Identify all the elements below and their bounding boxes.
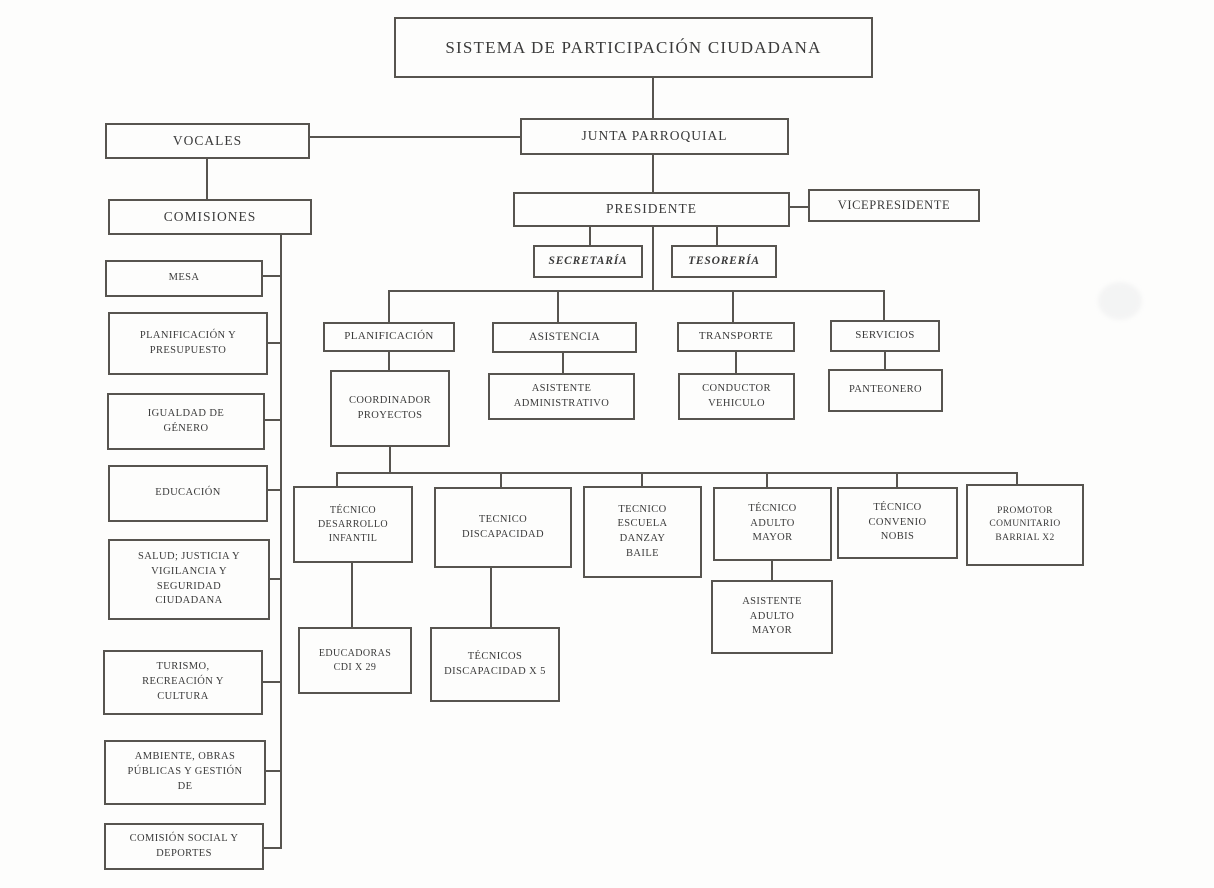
connector-vocales-junta xyxy=(310,136,520,138)
node-tecnico-desarrollo-infantil: TÉCNICO DESARROLLO INFANTIL xyxy=(293,486,413,563)
scan-smudge xyxy=(1098,282,1142,320)
node-comisiones: COMISIONES xyxy=(108,199,312,235)
node-comision-social-deportes: COMISIÓN SOCIAL Y DEPORTES xyxy=(104,823,264,870)
node-educadoras-cdi: EDUCADORAS CDI X 29 xyxy=(298,627,412,694)
node-tecnico-escuela-danza-baile: TECNICO ESCUELA DANZAY BAILE xyxy=(583,486,702,578)
node-planificacion: PLANIFICACIÓN xyxy=(323,322,455,352)
drop-asistencia xyxy=(557,290,559,322)
node-comision-educacion: EDUCACIÓN xyxy=(108,465,268,522)
node-promotor-comunitario-barrial: PROMOTOR COMUNITARIO BARRIAL X2 xyxy=(966,484,1084,566)
node-servicios: SERVICIOS xyxy=(830,320,940,352)
drop-tecnico-discapacidad xyxy=(500,472,502,487)
node-comision-turismo: TURISMO, RECREACIÓN Y CULTURA xyxy=(103,650,263,715)
node-junta-parroquial: JUNTA PARROQUIAL xyxy=(520,118,789,155)
drop-tecnico-infantil xyxy=(336,472,338,486)
connector-presidente-tesoreria xyxy=(716,227,718,245)
connector-social xyxy=(264,847,280,849)
node-asistente-adulto-mayor: ASISTENTE ADULTO MAYOR xyxy=(711,580,833,654)
connector-vocales-comisiones xyxy=(206,159,208,199)
drop-transporte xyxy=(732,290,734,322)
node-comision-igualdad-genero: IGUALDAD DE GÉNERO xyxy=(107,393,265,450)
comisiones-spine xyxy=(280,235,282,849)
node-comision-ambiente: AMBIENTE, OBRAS PÚBLICAS Y GESTIÓN DE xyxy=(104,740,266,805)
node-presidente: PRESIDENTE xyxy=(513,192,790,227)
connector-turismo xyxy=(263,681,280,683)
node-asistente-administrativo: ASISTENTE ADMINISTRATIVO xyxy=(488,373,635,420)
connector-salud xyxy=(270,578,280,580)
connector-presidente-secretaria xyxy=(589,227,591,245)
node-conductor-vehiculo: CONDUCTOR VEHICULO xyxy=(678,373,795,420)
node-comision-mesa: MESA xyxy=(105,260,263,297)
connector-coordinador-bus2 xyxy=(389,447,391,472)
drop-planificacion xyxy=(388,290,390,322)
connector-mesa xyxy=(263,275,280,277)
connector-ambiente xyxy=(266,770,280,772)
connector-planificacion-coordinador xyxy=(388,352,390,370)
bus1-line xyxy=(388,290,885,292)
connector-discapacidad-tecnicos5 xyxy=(490,568,492,627)
node-comision-salud-justicia: SALUD; JUSTICIA Y VIGILANCIA Y SEGURIDAD CIUDADANA xyxy=(108,539,270,620)
node-tecnico-discapacidad: TECNICO DISCAPACIDAD xyxy=(434,487,572,568)
connector-presidente-vicepresidente xyxy=(790,206,808,208)
node-vocales: VOCALES xyxy=(105,123,310,159)
drop-promotor xyxy=(1016,472,1018,484)
connector-adulto-asistente xyxy=(771,561,773,580)
node-tecnicos-discapacidad-x5: TÉCNICOS DISCAPACIDAD X 5 xyxy=(430,627,560,702)
connector-junta-presidente xyxy=(652,155,654,192)
node-asistencia: ASISTENCIA xyxy=(492,322,637,353)
connector-igualdad xyxy=(265,419,280,421)
connector-presidente-bus1 xyxy=(652,227,654,290)
connector-planificacion-presupuesto xyxy=(268,342,280,344)
connector-infantil-educadoras xyxy=(351,563,353,627)
drop-tecnico-adulto xyxy=(766,472,768,487)
node-tesoreria: TESORERÍA xyxy=(671,245,777,278)
node-vicepresidente: VICEPRESIDENTE xyxy=(808,189,980,222)
connector-educacion xyxy=(268,489,280,491)
node-title: SISTEMA DE PARTICIPACIÓN CIUDADANA xyxy=(394,17,873,78)
connector-servicios-panteonero xyxy=(884,352,886,369)
drop-tecnico-danza xyxy=(641,472,643,486)
node-comision-planificacion-presupuesto: PLANIFICACIÓN Y PRESUPUESTO xyxy=(108,312,268,375)
drop-tecnico-nobis xyxy=(896,472,898,487)
node-tecnico-adulto-mayor: TÉCNICO ADULTO MAYOR xyxy=(713,487,832,561)
node-coordinador-proyectos: COORDINADOR PROYECTOS xyxy=(330,370,450,447)
connector-asistencia-asistente xyxy=(562,353,564,373)
bus2-line xyxy=(336,472,1018,474)
node-panteonero: PANTEONERO xyxy=(828,369,943,412)
connector-transporte-conductor xyxy=(735,352,737,373)
node-secretaria: SECRETARÍA xyxy=(533,245,643,278)
node-transporte: TRANSPORTE xyxy=(677,322,795,352)
drop-servicios xyxy=(883,290,885,320)
node-tecnico-convenio-nobis: TÉCNICO CONVENIO NOBIS xyxy=(837,487,958,559)
connector-title-junta xyxy=(652,78,654,118)
